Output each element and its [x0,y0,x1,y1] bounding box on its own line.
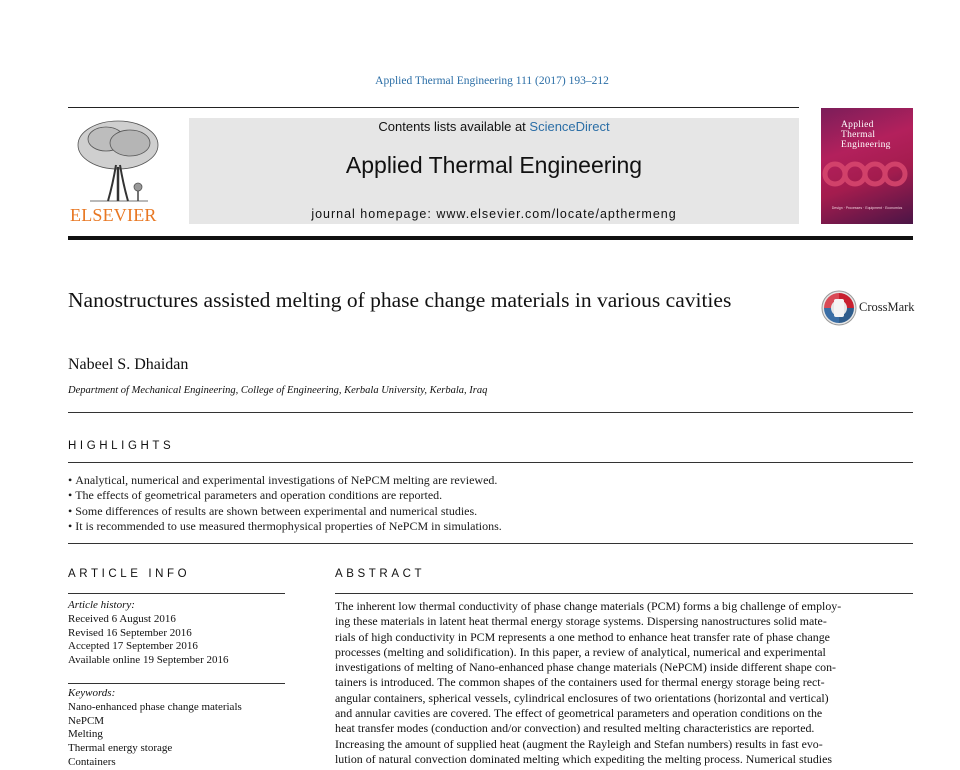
article-history [68,599,228,668]
contents-available [189,119,799,134]
highlights-list [68,473,502,534]
highlight-item: • Some differences of results are shown between experimental and numerical studies. [68,504,502,519]
abstract-line: lution of natural convection dominated melting which expediting the melting process. Numerical studies [335,751,832,766]
highlight-item: • Analytical, numerical and experimental investigations of NePCM melting are reviewed. [68,473,502,488]
divider [68,683,285,684]
abstract-line: rials of high conductivity in PCM represents a one method to enhance heat transfer rate of phase change [335,629,830,644]
crossmark-icon[interactable] [821,290,857,326]
divider [68,543,913,544]
abstract-line: angular containers, spherical vessels, cylindrical enclosures of two orientations (horizontal and vertical) [335,690,829,705]
keyword-item: Melting [68,728,103,741]
journal-title: Applied Thermal Engineering [345,152,643,178]
journal-citation[interactable]: Applied Thermal Engineering 111 (2017) 193–212 [375,75,609,87]
abstract-line: investigations of melting of Nano-enhanced phase change materials (NePCM) inside different shape con- [335,660,837,675]
author-name[interactable]: Nabeel S. Dhaidan [68,356,189,373]
highlight-item: • It is recommended to use measured thermophysical properties of NePCM in simulations. [68,519,502,534]
keywords-label: Keywords: [68,687,116,699]
highlights-heading: HIGHLIGHTS [68,440,175,452]
divider [68,593,285,594]
history-item: Available online 19 September 2016 [68,654,229,667]
keywords-block [68,687,242,770]
elsevier-wordmark[interactable]: ELSEVIER [70,205,157,225]
journal-homepage-link[interactable]: journal homepage: www.elsevier.com/locate/apthermeng [311,207,677,221]
cover-title-line: Engineering [841,140,891,150]
journal-cover-image[interactable] [821,108,913,224]
author-affiliation: Department of Mechanical Engineering, College of Engineering, Kerbala University, Kerbala, Iraq [68,385,488,396]
contents-prefix: Contents lists available at [378,119,530,134]
divider [68,462,913,463]
cover-title-line: Applied [841,120,874,130]
header-rule [68,107,799,108]
article-info-heading: ARTICLE INFO [68,568,191,580]
keyword-item: Nano-enhanced phase change materials [68,700,242,713]
article-title: Nanostructures assisted melting of phase change materials in various cavities [68,288,732,312]
cover-title [841,120,891,150]
history-item: Received 6 August 2016 [68,612,176,625]
history-label: Article history: [68,599,135,611]
divider [68,412,913,413]
abstract-line: and annular cavities are covered. The effect of geometrical parameters and operation conditions on the [335,706,823,721]
abstract-line: tainers is introduced. The common shapes of the containers used for thermal energy storage being rect- [335,675,825,690]
abstract-line: The inherent low thermal conductivity of phase change materials (PCM) forms a big challenge of employ- [335,599,842,613]
highlight-item: • The effects of geometrical parameters and operation conditions are reported. [68,488,502,503]
cover-footer: Design · Processes · Equipment · Economics [831,206,903,210]
abstract-line: ing these materials in latent heat thermal energy storage systems. Dispersing nanostructures solid mate- [335,614,827,629]
header-bottom-rule [68,236,913,240]
abstract-text [335,599,913,767]
journal-banner [189,118,799,224]
keyword-item: NePCM [68,714,105,727]
abstract-line: heat transfer modes (conduction and/or convection) and resulted melting characteristics are reported. [335,721,815,736]
history-item: Accepted 17 September 2016 [68,640,198,653]
abstract-line: processes (melting and solidification). In this paper, a review of analytical, numerical and experimental [335,644,826,659]
abstract-line: Increasing the amount of supplied heat (augment the Rayleigh and Stefan numbers) results in fast evo- [335,736,823,751]
divider [335,593,913,594]
history-item: Revised 16 September 2016 [68,626,192,639]
crossmark-label[interactable]: CrossMark [859,300,915,314]
keyword-item: Thermal energy storage [68,742,173,755]
sciencedirect-link[interactable]: ScienceDirect [529,119,610,134]
keyword-item: Containers [68,755,116,768]
cover-title-line: Thermal [841,130,876,140]
abstract-heading: ABSTRACT [335,568,426,580]
